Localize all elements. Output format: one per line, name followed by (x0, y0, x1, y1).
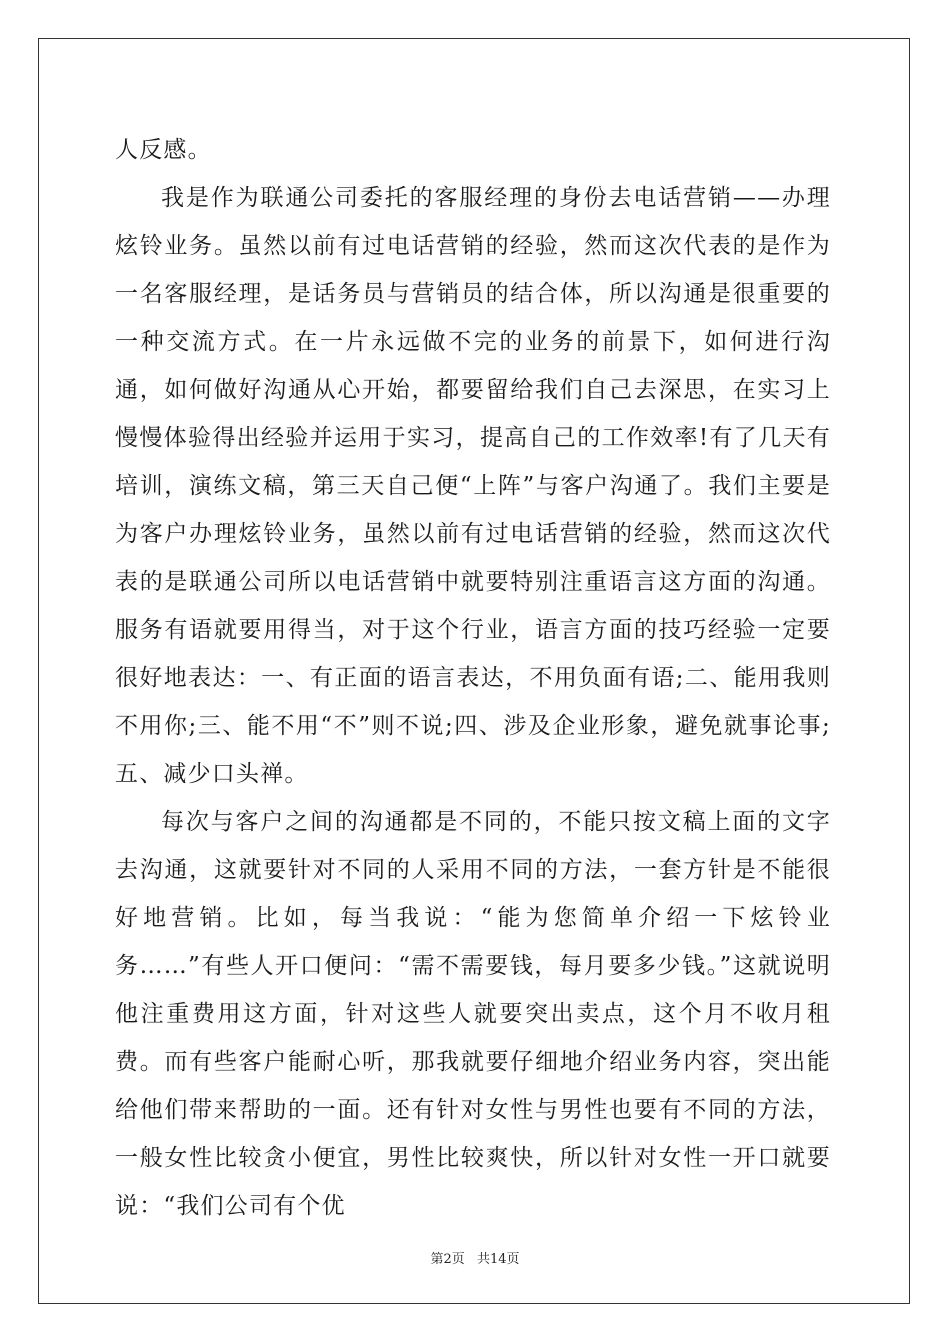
page-number: 第2页 (430, 1252, 465, 1267)
document-body (115, 126, 831, 1230)
paragraph-2: 我是作为联通公司委托的客服经理的身份去电话营销——办理炫铃业务。虽然以前有过电话营销的经验，然而这次代表的是作为一名客服经理，是话务员与营销员的结合体，所以沟通是很重要的一种交流方式。在一片永远做不完的业务的前景下，如何进行沟通，如何做好沟通从心开始，都要留给我们自己去深思，在实习上慢慢体验得出经验并运用于实习，提高自己的工作效率!有了几天有培训，演练文稿，第三天自己便“上阵”与客户沟通了。我们主要是为客户办理炫铃业务，虽然以前有过电话营销的经验，然而这次代表的是联通公司所以电话营销中就要特别注重语言这方面的沟通。服务有语就要用得当，对于这个行业，语言方面的技巧经验一定要很好地表达：一、有正面的语言表达，不用负面有语;二、能用我则不用你;三、能不用“不”则不说;四、涉及企业形象，避免就事论事;五、减少口头禅。 (115, 185, 831, 787)
page-total: 共14页 (476, 1252, 520, 1267)
paragraph-3: 每次与客户之间的沟通都是不同的，不能只按文稿上面的文字去沟通，这就要针对不同的人采用不同的方法，一套方针是不能很好地营销。比如，每当我说：“能为您简单介绍一下炫铃业务……”有些人开口便问：“需不需要钱，每月要多少钱。”这就说明他注重费用这方面，针对这些人就要突出卖点，这个月不收月租费。而有些客户能耐心听，那我就要仔细地介绍业务内容，突出能给他们带来帮助的一面。还有针对女性与男性也要有不同的方法，一般女性比较贪小便宜，男性比较爽快，所以针对女性一开口就要说：“我们公司有个优 (115, 809, 831, 1219)
page-footer (0, 1248, 950, 1267)
paragraph-1: 人反感。 (115, 137, 212, 163)
